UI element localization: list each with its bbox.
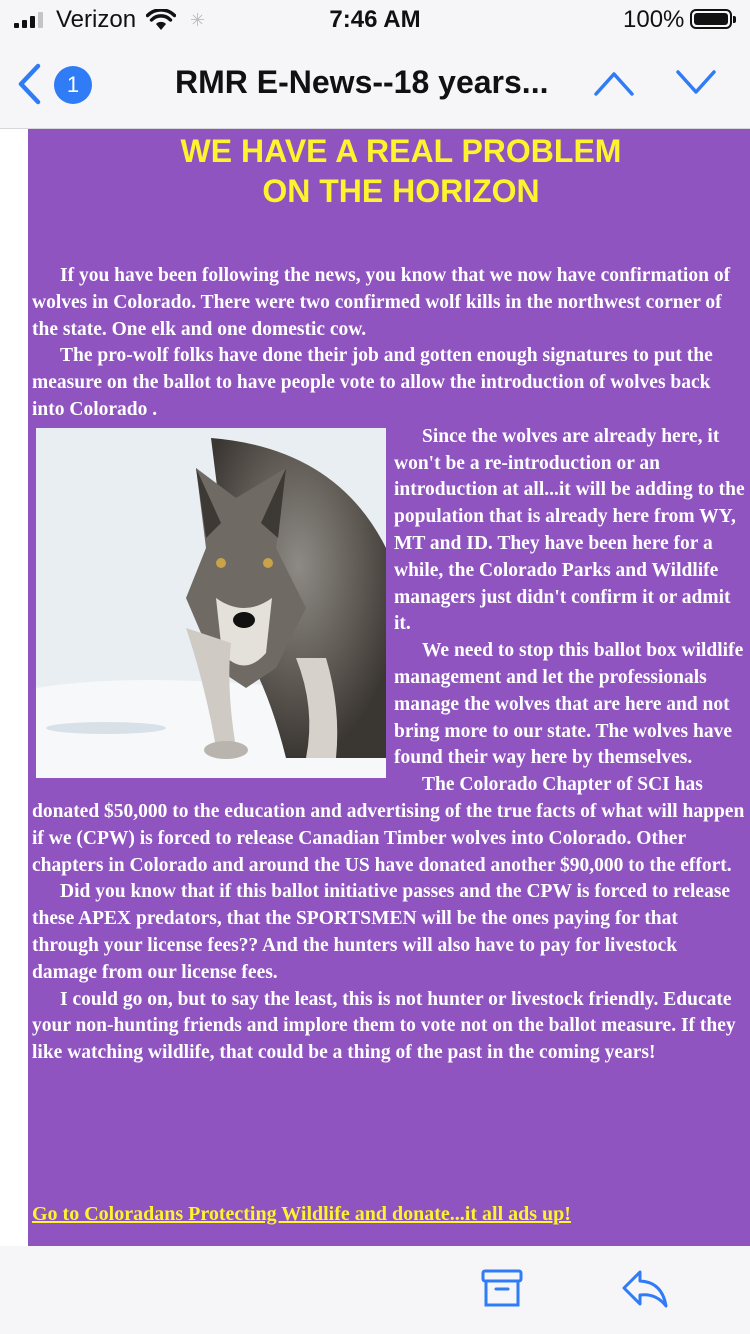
paragraph-6: Did you know that if this ballot initiative passes and the CPW is forced to release these APEX predators, that the SPORTSMEN will be the ones paying for that through your license fees?? And the hunters will also have to pay for livestock damage from our license fees. bbox=[32, 881, 731, 983]
headline-line-1: WE HAVE A REAL PROBLEM bbox=[180, 133, 622, 169]
paragraph-4: We need to stop this ballot box wildlife management and let the professionals manage the wolves that are here and not bring more to our state. The wolves have found their way here by themselves. bbox=[394, 640, 744, 769]
wolf-illustration bbox=[36, 428, 386, 778]
chevron-up-icon[interactable] bbox=[592, 68, 636, 98]
chevron-down-icon[interactable] bbox=[674, 68, 718, 98]
battery-level bbox=[694, 13, 728, 25]
unread-count-badge[interactable]: 1 bbox=[54, 66, 92, 104]
headline-line-2: ON THE HORIZON bbox=[262, 173, 540, 209]
battery-icon bbox=[690, 9, 732, 29]
paragraph-2: The pro-wolf folks have done their job and gotten enough signatures to put the measure on the ballot to have people vote to allow the introduction of wolves back into Colorado . bbox=[32, 345, 713, 420]
clock: 7:46 AM bbox=[329, 6, 421, 33]
reply-icon[interactable] bbox=[620, 1266, 670, 1310]
headline bbox=[56, 131, 746, 211]
chevron-left-icon[interactable] bbox=[14, 62, 44, 106]
wolf-photo[interactable] bbox=[36, 428, 386, 778]
article bbox=[32, 263, 746, 1067]
message-nav-bar bbox=[0, 40, 750, 129]
donate-link[interactable]: Go to Coloradans Protecting Wildlife and donate...it all ads up! bbox=[32, 1203, 571, 1225]
newsletter-panel bbox=[28, 129, 750, 1246]
battery-percent: 100% bbox=[623, 6, 685, 33]
paragraph-3: Since the wolves are already here, it won't be a re-introduction or an introduction at all...it will be adding to the population that is already here from WY, MT and ID. They have been here for a while, the Colorado Parks and Wildlife managers just didn't confirm it or admit it. bbox=[394, 425, 745, 635]
email-body[interactable] bbox=[0, 129, 750, 1246]
paragraph-1: If you have been following the news, you know that we now have confirmation of wolves in Colorado. There were two confirmed wolf kills in the northwest corner of the state. One elk and one domestic cow. bbox=[32, 265, 731, 340]
activity-spinner-icon: ✳ bbox=[190, 10, 206, 30]
message-subject: RMR E-News--18 years... bbox=[175, 64, 549, 100]
archive-icon[interactable] bbox=[480, 1266, 524, 1310]
paragraph-5: The Colorado Chapter of SCI has donated $50,000 to the education and advertising of the true facts of what will happen if we (CPW) is forced to release Canadian Timber wolves into Colorado. Other chapters in Colorado and around the US have donated another $90,000 to the effort. bbox=[32, 774, 745, 876]
paragraph-7: I could go on, but to say the least, this is not hunter or livestock friendly. Educate your non-hunting friends and implore them to vote not on the ballot measure. If they like watching wildlife, that could be a thing of the past in the coming years! bbox=[32, 988, 736, 1064]
carrier-name: Verizon bbox=[56, 6, 137, 33]
bottom-toolbar bbox=[0, 1246, 750, 1334]
status-bar bbox=[0, 0, 750, 40]
